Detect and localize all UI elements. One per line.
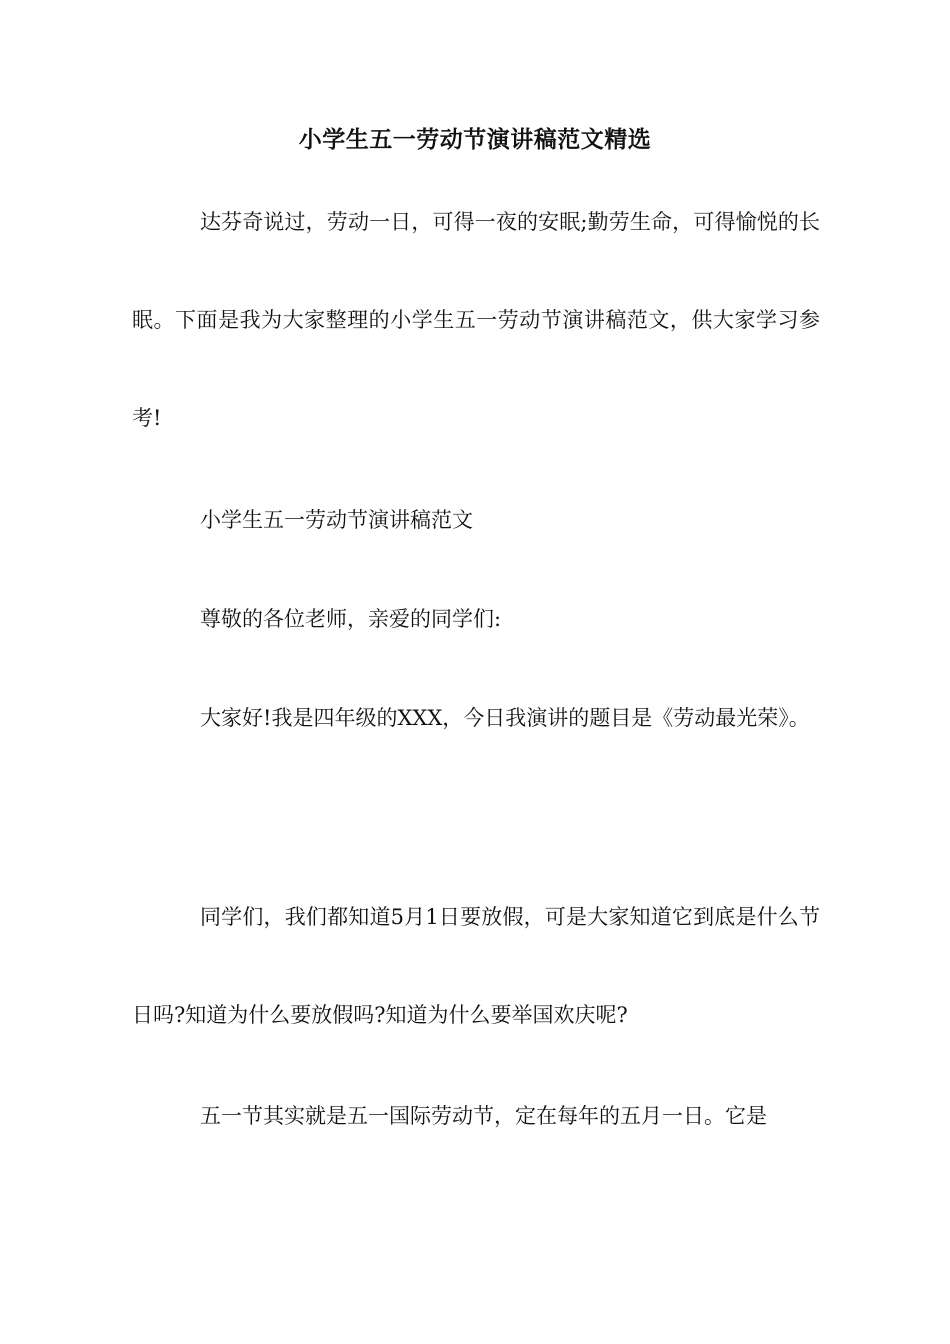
question-paragraph: 同学们，我们都知道5月1日要放假，可是大家知道它到底是什么节日吗?知道为什么要放假吗?知道为什么要举国欢庆呢? — [132, 905, 820, 1027]
document-title: 小学生五一劳动节演讲稿范文精选 — [298, 127, 652, 153]
speech-heading: 小学生五一劳动节演讲稿范文 — [200, 508, 473, 532]
explanation-paragraph: 五一节其实就是五一国际劳动节，定在每年的五月一日。它是 — [200, 1104, 767, 1128]
greeting-paragraph: 大家好!我是四年级的XXX，今日我演讲的题目是《劳动最光荣》。 — [200, 706, 810, 730]
salutation-paragraph: 尊敬的各位老师，亲爱的同学们: — [200, 607, 502, 631]
intro-paragraph: 达芬奇说过，劳动一日，可得一夜的安眠;勤劳生命，可得愉悦的长眠。下面是我为大家整理的小学生五一劳动节演讲稿范文，供大家学习参考! — [132, 210, 820, 430]
